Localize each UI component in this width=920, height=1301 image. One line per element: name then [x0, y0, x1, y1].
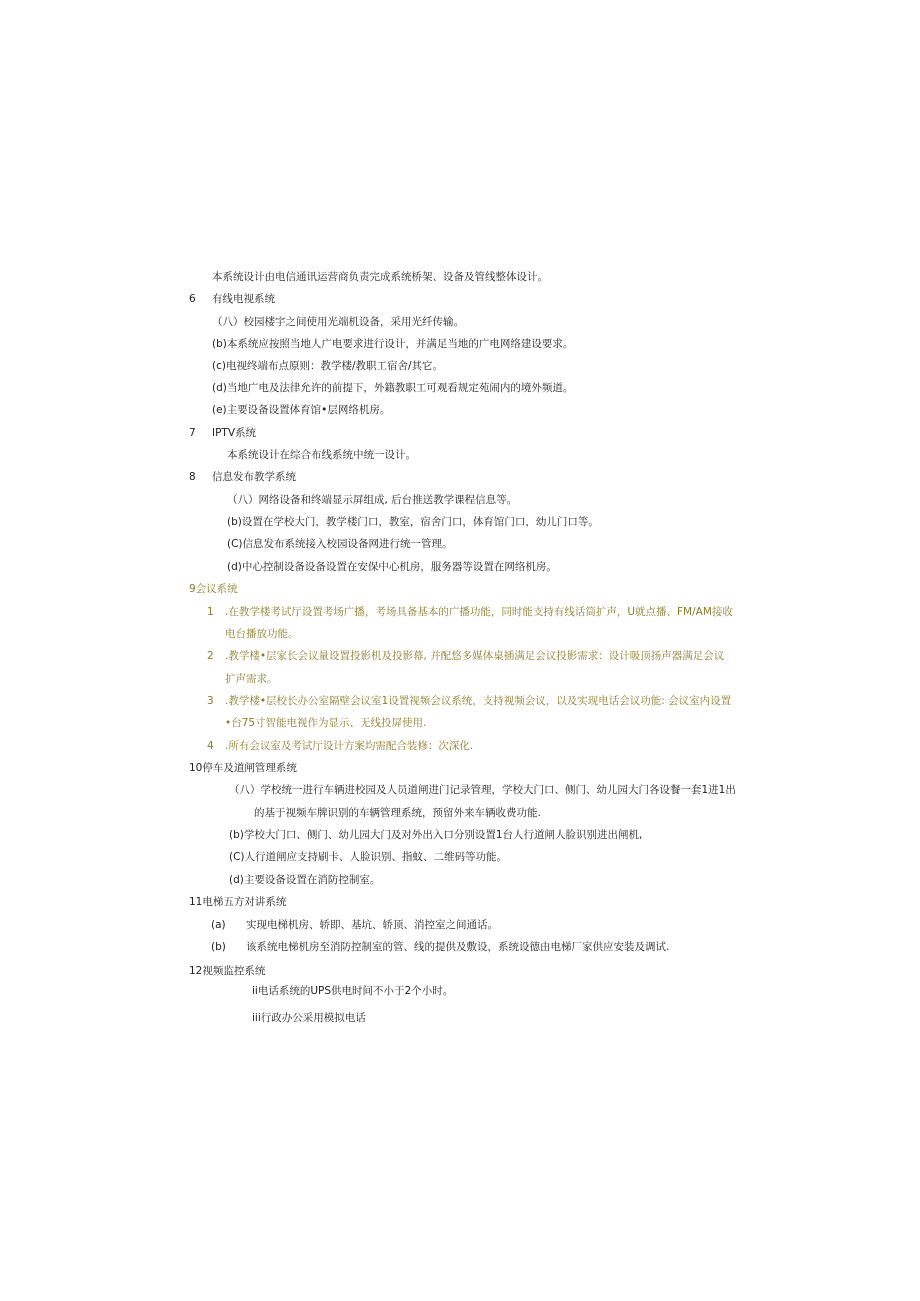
section-10-item-a-line2: 的基于视频车牌识别的车辆管理系统，预留外来车辆收费功能. — [254, 807, 541, 819]
section-6-title: 有线电视系统 — [212, 293, 275, 305]
section-8-item-c: (C)信息发布系统接入校园设备网进行统一管理。 — [227, 538, 453, 550]
section-6-item-c: (c)电视终端布点原则：教学楼/教职工宿舍/其它。 — [212, 360, 444, 372]
section-9-item-1-number: 1 — [207, 606, 214, 618]
section-6-item-b: (b)本系统应按照当地人广电要求进行设计，并满足当地的广电网络建设要求。 — [212, 338, 574, 350]
section-9-item-4-number: 4 — [207, 740, 214, 752]
section-8-item-b: (b)设置在学校大门，教学楼门口，教室，宿舍门口，体育馆门口，幼儿门口等。 — [227, 516, 599, 528]
section-11-item-b-text: 该系统电梯机房至消防控制室的管、线的提供及敷设，系统设德由电梯厂家供应安装及调试. — [246, 941, 670, 953]
section-11-item-a-label: (a) — [211, 919, 226, 931]
section-8-item-a: （八）网络设备和终端显示屏组成, 后台推送教学课程信息等。 — [227, 494, 518, 506]
section-6-item-e: (e)主要设备设置体育馆•层网络机房。 — [212, 404, 391, 416]
section-9-item-4-line1: .所有会议室及考试厅设计方案均需配合装修：次深化. — [225, 740, 474, 752]
section-9-item-3-line1: .教学楼•层校长办公室隔壁会议室1设置视频会议系统，支持视频会议，以及实现电话会议功能: 会议室内设置 — [225, 695, 732, 707]
section-12-item-ii: ii电话系统的UPS供电时间不小于2个小时。 — [252, 985, 454, 997]
section-9-item-2-number: 2 — [207, 650, 214, 662]
section-7-title: IPTV系统 — [212, 427, 257, 439]
section-10-item-c: (C)人行道闸应支持刷卡、人脸识别、指蚊、二维码等功能。 — [229, 851, 508, 863]
section-6-item-d: (d)当地广电及法律允许的前提下，外籍教职工可观看规定苑闹内的境外频道。 — [212, 382, 574, 394]
section-9-item-1-line2: 电台播放功能。 — [225, 628, 299, 640]
section-9-item-2-line1: .教学楼•层家长会议量设置投影机及投影幕, 并配悠多媒体桌插满足会议投影需求：设计吸顶扬声器满足会议 — [225, 650, 725, 662]
section-10-item-a-line1: （八）学校统一进行车辆进校园及人员道闸进门记录管理，学校大门口、侧门、幼儿园大门各设餐一套1进1出 — [229, 784, 736, 796]
section-10-item-d: (d)主要设备设置在消防控制室。 — [229, 874, 381, 886]
section-11-item-b-label: (b) — [211, 941, 226, 953]
section-6-number: 6 — [189, 293, 196, 305]
intro-paragraph: 本系统设计由电信通讯运营商负责完成系统桥架、设备及管线整体设计。 — [212, 271, 548, 283]
section-10-item-b: (b)学校大门口、侧门、幼儿园大门及对外出入口分别设置1台人行道闸人脸识别进出闸机, — [229, 829, 643, 841]
section-8-title: 信息发布教学系统 — [212, 471, 296, 483]
section-12-item-iii: iii行政办公采用模拟电话 — [252, 1012, 366, 1024]
section-8-number: 8 — [189, 471, 196, 483]
section-11-title: 11电梯五方对讲系统 — [189, 896, 287, 908]
section-10-title: 10停车及道闸管理系统 — [189, 762, 297, 774]
section-9-item-1-line1: .在教学楼考试厅设置考场广播，考场具备基本的广播功能，同时能支持有线话筒扩声，U就点播、FM/AM接收 — [225, 606, 733, 618]
section-7-number: 7 — [189, 427, 196, 439]
section-7-body: 本系统设计在综合布线系统中统一设计。 — [227, 449, 416, 461]
section-6-item-a: （八）校园楼宇之间使用光端机设备，采用光纤传输。 — [212, 316, 464, 328]
section-12-title: 12视频监控系统 — [189, 965, 266, 977]
section-8-item-d: (d)中心控制设备设备设置在安保中心机房，服务器等设置在网络机房。 — [227, 561, 557, 573]
section-11-item-a-text: 实现电梯机房、轿即、基坑、轿顶、消控室之间通话。 — [246, 919, 498, 931]
section-9-item-2-line2: 扩声需求。 — [225, 673, 278, 685]
section-9-item-3-line2: •台75寸智能电视作为显示、无线投屏使用. — [225, 717, 427, 729]
section-9-title: 9会议系统 — [189, 583, 238, 595]
section-9-item-3-number: 3 — [207, 695, 214, 707]
